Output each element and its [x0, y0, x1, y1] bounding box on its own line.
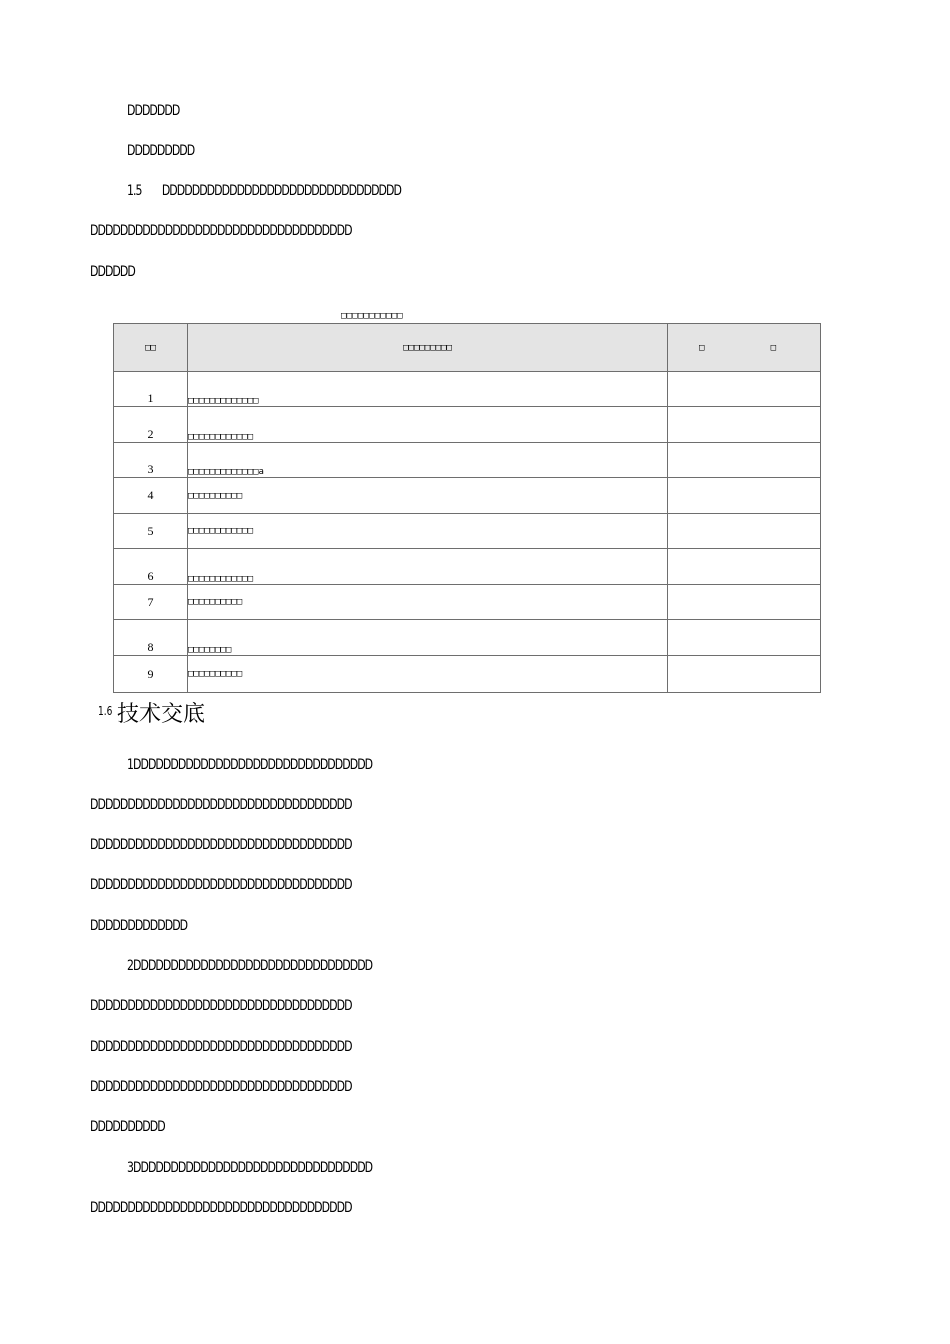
paragraph-line: 3DDDDDDDDDDDDDDDDDDDDDDDDDDDDDDDD — [127, 1160, 373, 1176]
row-index: 3 — [114, 443, 188, 478]
row-remark — [668, 585, 821, 620]
table-row — [114, 478, 821, 514]
paragraph-line: DDDDDDDDDDDDD — [90, 918, 188, 934]
row-item: □□□□□□□□□□□□□a — [188, 443, 668, 478]
paragraph-line: DDDDDD — [90, 264, 135, 280]
header-remark-right: □ — [770, 342, 776, 353]
row-item: □□□□□□□□□□□□ — [188, 407, 668, 443]
header-remark — [668, 324, 821, 372]
row-item: □□□□□□□□□□□□ — [188, 549, 668, 585]
row-index: 6 — [114, 549, 188, 585]
row-index: 4 — [114, 478, 188, 514]
paragraph-line: 1DDDDDDDDDDDDDDDDDDDDDDDDDDDDDDDD — [127, 757, 373, 773]
paragraph-line: DDDDDDDDDD — [90, 1119, 165, 1135]
row-remark — [668, 620, 821, 656]
header-index: □□ — [114, 324, 188, 372]
paragraph-line: DDDDDDDDDDDDDDDDDDDDDDDDDDDDDDDDDDD — [90, 877, 352, 893]
table-row — [114, 549, 821, 585]
row-item: □□□□□□□□ — [188, 620, 668, 656]
table-row — [114, 656, 821, 693]
row-item: □□□□□□□□□□ — [188, 656, 668, 693]
row-index: 1 — [114, 372, 188, 407]
row-item: □□□□□□□□□□□□□ — [188, 372, 668, 407]
header-remark-left: □ — [699, 342, 705, 353]
section-title: 技术交底 — [117, 702, 206, 727]
paragraph-line: DDDDDDDDDDDDDDDDDDDDDDDDDDDDDDDDDDD — [90, 223, 352, 239]
paragraph-line: DDDDDDDDDDDDDDDDDDDDDDDDDDDDDDDDDDD — [90, 1200, 352, 1216]
table-header-row — [114, 324, 821, 372]
table-row — [114, 620, 821, 656]
row-remark — [668, 443, 821, 478]
row-index: 5 — [114, 514, 188, 549]
row-index: 2 — [114, 407, 188, 443]
table-row — [114, 407, 821, 443]
row-remark — [668, 514, 821, 549]
paragraph-line: DDDDDDD — [127, 103, 180, 119]
row-remark — [668, 656, 821, 693]
row-item: □□□□□□□□□□ — [188, 585, 668, 620]
paragraph-line: DDDDDDDDD — [127, 143, 195, 159]
row-remark — [668, 372, 821, 407]
paragraph-line: DDDDDDDDDDDDDDDDDDDDDDDDDDDDDDDDDDD — [90, 837, 352, 853]
row-remark — [668, 407, 821, 443]
row-item: □□□□□□□□□□□□ — [188, 514, 668, 549]
table-caption: □□□□□□□□□□□ — [341, 311, 403, 321]
paragraph-line: 2DDDDDDDDDDDDDDDDDDDDDDDDDDDDDDDD — [127, 958, 373, 974]
table-row — [114, 372, 821, 407]
section-1-5-line: 1.5 DDDDDDDDDDDDDDDDDDDDDDDDDDDDDDDD — [127, 183, 401, 199]
table-row — [114, 514, 821, 549]
row-remark — [668, 478, 821, 514]
row-index: 7 — [114, 585, 188, 620]
row-item: □□□□□□□□□□ — [188, 478, 668, 514]
paragraph-line: DDDDDDDDDDDDDDDDDDDDDDDDDDDDDDDDDDD — [90, 797, 352, 813]
paragraph-line: DDDDDDDDDDDDDDDDDDDDDDDDDDDDDDDDDDD — [90, 998, 352, 1014]
section-number: 1.6 — [98, 704, 113, 718]
paragraph-line: DDDDDDDDDDDDDDDDDDDDDDDDDDDDDDDDDDD — [90, 1079, 352, 1095]
table-row — [114, 443, 821, 478]
paragraph-line: DDDDDDDDDDDDDDDDDDDDDDDDDDDDDDDDDDD — [90, 1039, 352, 1055]
row-index: 9 — [114, 656, 188, 693]
row-remark — [668, 549, 821, 585]
row-index: 8 — [114, 620, 188, 656]
header-item: □□□□□□□□□ — [188, 324, 668, 372]
material-table — [113, 323, 821, 693]
table-row — [114, 585, 821, 620]
